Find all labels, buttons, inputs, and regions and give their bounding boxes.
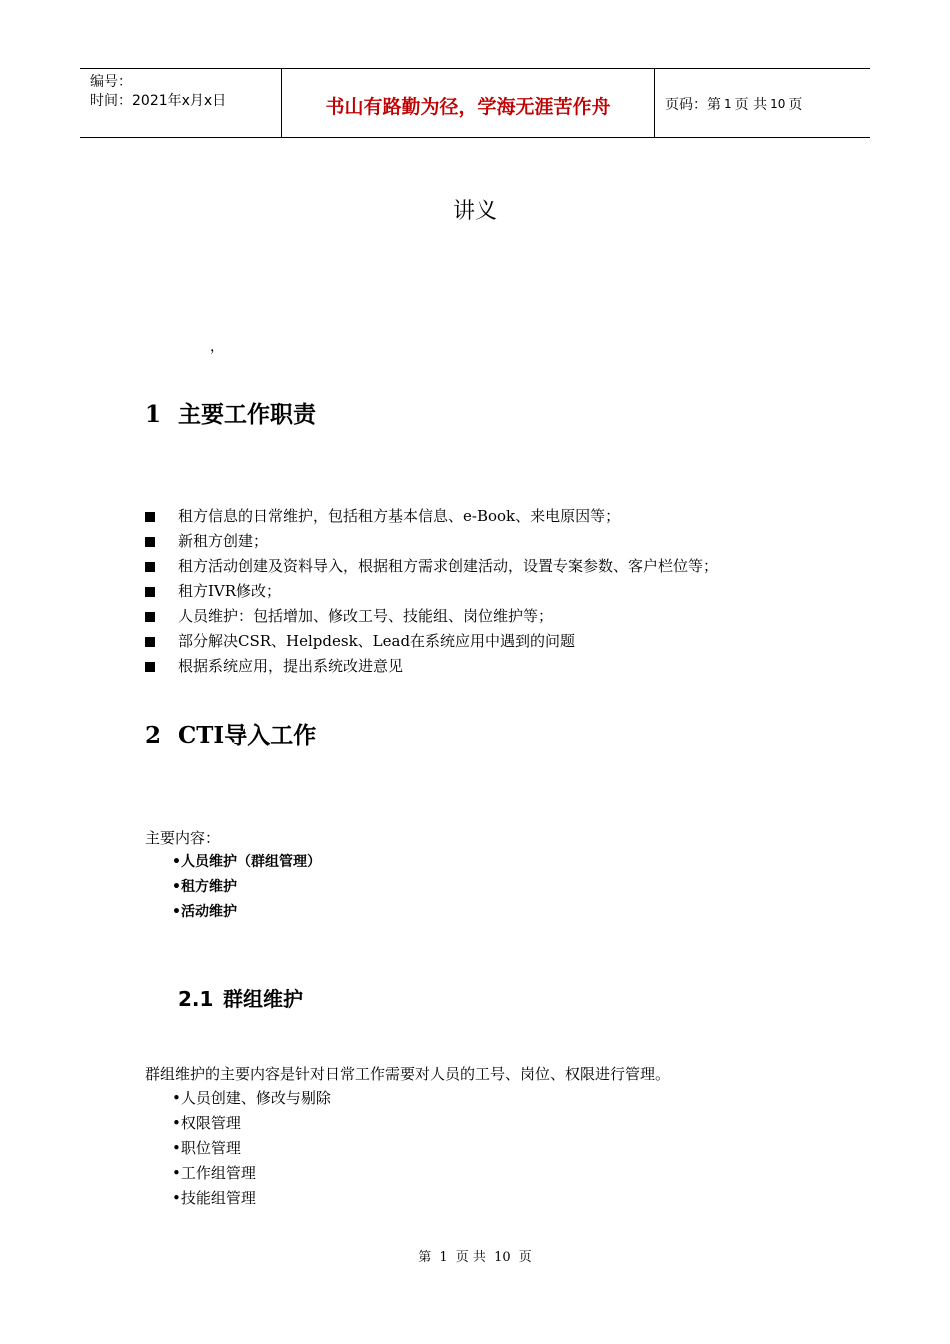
square-bullet-icon xyxy=(145,562,155,572)
page-prefix: 页码：第 xyxy=(665,97,721,113)
section-2-1-intro: 群组维护的主要内容是针对日常工作需要对人员的工号、岗位、权限进行管理。 xyxy=(145,1065,671,1083)
section-2-title-latin: CTI xyxy=(178,722,225,749)
list-item: 部分解决CSR、Helpdesk、Lead在系统应用中遇到的问题 xyxy=(145,629,718,654)
list-item: 租方IVR修改； xyxy=(145,579,718,604)
square-bullet-icon xyxy=(145,662,155,672)
list-item: 人员维护：包括增加、修改工号、技能组、岗位维护等； xyxy=(145,604,718,629)
list-item: •权限管理 xyxy=(172,1114,241,1132)
square-bullet-icon xyxy=(145,537,155,547)
page-suffix: 页 xyxy=(788,97,803,113)
square-bullet-icon xyxy=(145,612,155,622)
list-item: 根据系统应用，提出系统改进意见 xyxy=(145,654,718,679)
section-2-intro: 主要内容： xyxy=(145,829,221,847)
list-item: 租方活动创建及资料导入，根据租方需求创建活动，设置专案参数、客户栏位等； xyxy=(145,554,718,579)
footer-page: 1 xyxy=(439,1250,448,1265)
section-2-heading xyxy=(145,717,316,750)
header-table xyxy=(80,68,870,138)
time-label: 时间：2021年x月x日 xyxy=(90,93,227,109)
list-item: •工作组管理 xyxy=(172,1164,256,1182)
header-motto: 书山有路勤为径，学海无涯苦作舟 xyxy=(282,69,655,137)
page-mid: 页 共 xyxy=(734,97,768,113)
section-2-1-number: 2.1 xyxy=(178,987,214,1011)
header-page-info xyxy=(655,69,870,137)
document-title: 讲义 xyxy=(452,199,497,224)
square-bullet-icon xyxy=(145,587,155,597)
list-item: 租方信息的日常维护，包括租方基本信息、e-Book、来电原因等； xyxy=(145,504,718,529)
list-item: •活动维护 xyxy=(172,904,237,920)
list-item: •技能组管理 xyxy=(172,1189,256,1207)
section-2-1-heading xyxy=(178,983,303,1012)
list-item: •职位管理 xyxy=(172,1139,241,1157)
list-item: •人员创建、修改与剔除 xyxy=(172,1089,331,1107)
code-label: 编号： xyxy=(90,74,132,90)
page-number: 1 xyxy=(724,97,732,111)
list-item: 新租方创建； xyxy=(145,529,718,554)
page-total: 10 xyxy=(770,97,786,111)
footer-mid: 页 共 xyxy=(455,1250,486,1265)
square-bullet-icon xyxy=(145,637,155,647)
list-item: •租方维护 xyxy=(172,879,237,895)
section-2-title: 导入工作 xyxy=(224,723,317,749)
section-1-list xyxy=(145,504,718,679)
section-2-1-title: 群组维护 xyxy=(223,987,303,1011)
page-footer xyxy=(0,1246,950,1265)
stray-comma: ， xyxy=(210,339,224,355)
section-2-list xyxy=(172,850,321,925)
section-2-1-list xyxy=(172,1086,331,1211)
list-item: •人员维护（群组管理） xyxy=(172,854,321,870)
footer-prefix: 第 xyxy=(418,1250,432,1265)
footer-total: 10 xyxy=(494,1250,511,1265)
footer-suffix: 页 xyxy=(518,1250,532,1265)
square-bullet-icon xyxy=(145,512,155,522)
section-2-number: 2 xyxy=(145,722,162,749)
section-1-number: 1 xyxy=(145,401,162,428)
section-1-title: 主要工作职责 xyxy=(178,402,316,428)
header-meta-cell xyxy=(80,69,282,137)
section-1-heading xyxy=(145,396,316,429)
